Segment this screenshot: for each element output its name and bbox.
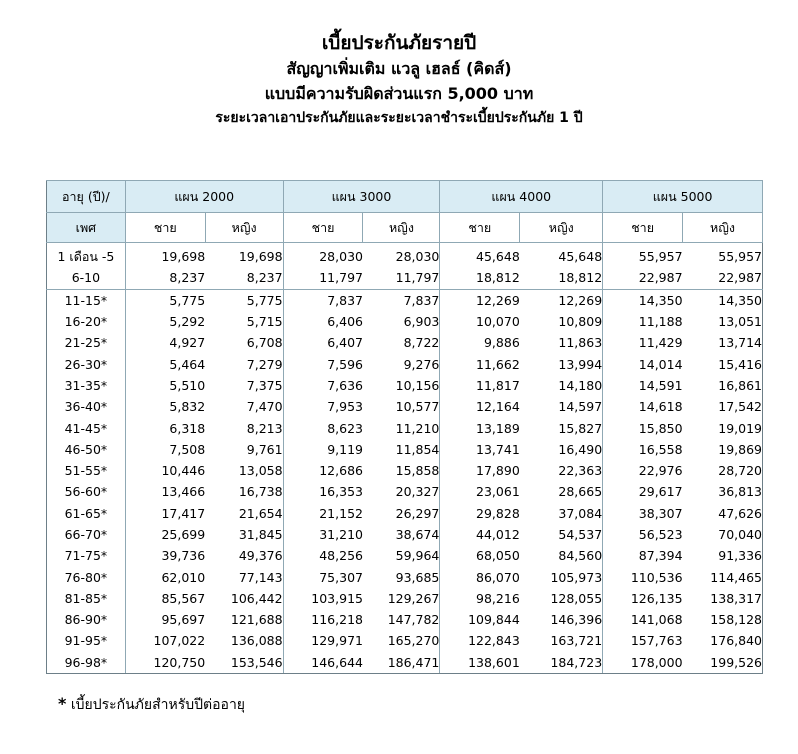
female-premium-cell: 11,797 [363, 267, 440, 289]
male-premium-cell: 12,164 [440, 396, 520, 417]
page-subtitle: สัญญาเพิ่มเติม แวลู เฮลธ์ (คิดส์) [286, 59, 512, 78]
female-header: หญิง [205, 213, 283, 243]
male-premium-cell: 16,353 [283, 481, 363, 502]
female-premium-cell: 128,055 [550, 590, 603, 606]
male-premium-cell: 14,618 [603, 396, 683, 417]
male-premium-cell: 29,828 [440, 503, 520, 524]
male-premium-cell: 12,269 [440, 289, 520, 311]
female-premium-cell: 91,336 [683, 545, 763, 566]
table-row [47, 243, 763, 268]
female-premium-cell: 147,782 [387, 612, 440, 628]
male-premium-cell: 103,915 [283, 588, 363, 609]
deductible-line: แบบมีความรับผิดส่วนแรก 5,000 บาท [264, 84, 534, 103]
footnote [58, 694, 245, 716]
female-premium-cell: 93,685 [395, 569, 440, 585]
female-premium-cell: 136,088 [230, 633, 283, 649]
male-premium-cell: 11,662 [440, 353, 520, 374]
male-premium-cell: 38,307 [603, 503, 683, 524]
female-premium-cell: 10,156 [395, 377, 440, 393]
female-premium-cell: 14,350 [683, 289, 763, 311]
female-premium-cell: 176,840 [683, 630, 763, 651]
female-premium-cell: 59,964 [395, 548, 440, 564]
male-premium-cell: 62,010 [125, 566, 205, 587]
table-row [47, 524, 763, 545]
age-cell: 21-25* [47, 332, 126, 353]
female-header: หญิง [520, 213, 603, 243]
male-premium-cell: 28,030 [283, 243, 363, 268]
age-cell: 71-75* [47, 545, 126, 566]
female-premium-cell: 163,721 [550, 633, 603, 649]
male-premium-cell: 19,698 [125, 243, 205, 268]
male-premium-cell: 141,068 [603, 609, 683, 630]
female-premium-cell: 38,674 [395, 527, 440, 542]
male-premium-cell: 86,070 [440, 566, 520, 587]
header-row-gender [47, 213, 763, 243]
male-premium-cell: 5,832 [125, 396, 205, 417]
female-premium-cell: 22,987 [683, 267, 763, 289]
female-premium-cell: 146,396 [550, 612, 603, 628]
male-premium-cell: 5,775 [125, 289, 205, 311]
female-premium-cell: 22,363 [558, 463, 603, 479]
female-premium-cell: 28,030 [395, 249, 440, 265]
male-premium-cell: 31,210 [283, 524, 363, 545]
male-premium-cell: 122,843 [440, 630, 520, 651]
male-premium-cell: 39,736 [125, 545, 205, 566]
male-premium-cell: 11,797 [283, 267, 363, 289]
female-premium-cell: 45,648 [558, 249, 603, 265]
male-premium-cell: 55,957 [603, 243, 683, 268]
age-cell: 11-15* [47, 289, 126, 311]
female-premium-cell: 19,698 [238, 249, 283, 265]
female-premium-cell: 11,863 [558, 335, 603, 351]
female-premium-cell: 158,128 [683, 609, 763, 630]
female-premium-cell: 19,869 [683, 439, 763, 460]
table-row [47, 267, 763, 289]
male-premium-cell: 10,070 [440, 311, 520, 332]
age-cell: 51-55* [47, 460, 126, 481]
age-cell: 31-35* [47, 375, 126, 396]
age-cell: 6-10 [47, 267, 126, 289]
female-premium-cell: 11,210 [395, 420, 440, 436]
male-premium-cell: 13,741 [440, 439, 520, 460]
male-premium-cell: 25,699 [125, 524, 205, 545]
female-premium-cell: 20,327 [395, 484, 440, 500]
plan-header: แผน 5000 [603, 181, 763, 213]
male-premium-cell: 14,350 [603, 289, 683, 311]
female-premium-cell: 184,723 [520, 652, 603, 674]
male-premium-cell: 22,987 [603, 267, 683, 289]
table-row [47, 375, 763, 396]
female-premium-cell: 7,279 [246, 356, 283, 372]
table-row [47, 417, 763, 438]
female-premium-cell: 8,237 [205, 267, 283, 289]
age-cell: 76-80* [47, 566, 126, 587]
age-cell: 61-65* [47, 503, 126, 524]
male-premium-cell: 126,135 [603, 588, 683, 609]
male-premium-cell: 116,218 [283, 609, 363, 630]
female-premium-cell: 138,317 [683, 588, 763, 609]
male-premium-cell: 5,464 [125, 353, 205, 374]
age-header-bottom: เพศ [47, 213, 126, 243]
male-premium-cell: 11,188 [603, 311, 683, 332]
female-premium-cell: 31,845 [238, 527, 283, 542]
male-premium-cell: 13,189 [440, 417, 520, 438]
coverage-period-line: ระยะเวลาเอาประกันภัยและระยะเวลาชำระเบี้ยประกันภัย 1 ปี [215, 110, 583, 126]
page-title: เบี้ยประกันภัยรายปี [321, 32, 477, 54]
female-premium-cell: 6,903 [403, 314, 440, 330]
premium-table [46, 180, 763, 674]
female-premium-cell: 7,470 [246, 399, 283, 415]
male-premium-cell: 7,596 [283, 353, 363, 374]
table-row [47, 652, 763, 674]
table-row [47, 609, 763, 630]
female-premium-cell: 77,143 [238, 569, 283, 585]
male-premium-cell: 75,307 [283, 566, 363, 587]
female-premium-cell: 13,994 [558, 356, 603, 372]
male-premium-cell: 6,407 [283, 332, 363, 353]
age-cell: 81-85* [47, 588, 126, 609]
age-cell: 46-50* [47, 439, 126, 460]
male-premium-cell: 17,890 [440, 460, 520, 481]
female-premium-cell: 16,738 [238, 484, 283, 500]
male-premium-cell: 5,292 [125, 311, 205, 332]
male-premium-cell: 95,697 [125, 609, 205, 630]
male-premium-cell: 22,976 [603, 460, 683, 481]
female-premium-cell: 129,267 [387, 590, 440, 606]
female-premium-cell: 8,722 [403, 335, 440, 351]
female-premium-cell: 16,490 [558, 441, 603, 457]
female-premium-cell: 28,665 [558, 484, 603, 500]
male-premium-cell: 14,014 [603, 353, 683, 374]
age-header-top: อายุ (ปี)/ [47, 181, 126, 213]
table-row [47, 332, 763, 353]
premium-table-body [47, 243, 763, 674]
female-premium-cell: 7,375 [246, 377, 283, 393]
male-premium-cell: 68,050 [440, 545, 520, 566]
table-row [47, 311, 763, 332]
female-premium-cell: 19,019 [683, 417, 763, 438]
male-premium-cell: 98,216 [440, 588, 520, 609]
female-premium-cell: 26,297 [395, 505, 440, 521]
female-premium-cell: 14,597 [558, 399, 603, 415]
female-premium-cell: 15,827 [558, 420, 603, 436]
male-premium-cell: 18,812 [440, 267, 520, 289]
table-row [47, 566, 763, 587]
plan-header: แผน 2000 [125, 181, 283, 213]
female-premium-cell: 21,654 [238, 505, 283, 521]
male-premium-cell: 120,750 [125, 652, 205, 674]
male-premium-cell: 12,686 [283, 460, 363, 481]
female-premium-cell: 13,714 [683, 332, 763, 353]
female-premium-cell: 105,973 [550, 569, 603, 585]
male-header: ชาย [603, 213, 683, 243]
female-premium-cell: 186,471 [363, 652, 440, 674]
female-premium-cell: 106,442 [230, 590, 283, 606]
male-premium-cell: 29,617 [603, 481, 683, 502]
male-premium-cell: 9,886 [440, 332, 520, 353]
male-premium-cell: 178,000 [603, 652, 683, 674]
female-premium-cell: 114,465 [683, 566, 763, 587]
female-premium-cell: 18,812 [520, 267, 603, 289]
table-row [47, 439, 763, 460]
male-premium-cell: 4,927 [125, 332, 205, 353]
table-row [47, 353, 763, 374]
female-premium-cell: 36,813 [683, 481, 763, 502]
footnote-text: เบี้ยประกันภัยสำหรับปีต่ออายุ [70, 697, 246, 713]
female-premium-cell: 9,276 [403, 356, 440, 372]
female-premium-cell: 8,213 [246, 420, 283, 436]
female-premium-cell: 7,837 [403, 292, 440, 308]
female-premium-cell: 153,546 [205, 652, 283, 674]
male-premium-cell: 5,510 [125, 375, 205, 396]
female-premium-cell: 121,688 [230, 612, 283, 628]
male-premium-cell: 8,623 [283, 417, 363, 438]
male-premium-cell: 7,837 [283, 289, 363, 311]
male-premium-cell: 56,523 [603, 524, 683, 545]
male-premium-cell: 11,817 [440, 375, 520, 396]
table-row [47, 481, 763, 502]
male-premium-cell: 21,152 [283, 503, 363, 524]
footnote-star: * [58, 694, 67, 713]
female-premium-cell: 55,957 [683, 243, 763, 268]
age-cell: 66-70* [47, 524, 126, 545]
male-premium-cell: 85,567 [125, 588, 205, 609]
female-premium-cell: 13,058 [238, 463, 283, 479]
male-premium-cell: 109,844 [440, 609, 520, 630]
female-premium-cell: 6,708 [246, 335, 283, 351]
male-premium-cell: 48,256 [283, 545, 363, 566]
male-premium-cell: 7,508 [125, 439, 205, 460]
female-premium-cell: 11,854 [395, 441, 440, 457]
male-premium-cell: 138,601 [440, 652, 520, 674]
age-cell: 56-60* [47, 481, 126, 502]
male-premium-cell: 146,644 [283, 652, 363, 674]
male-premium-cell: 6,406 [283, 311, 363, 332]
male-premium-cell: 110,536 [603, 566, 683, 587]
female-premium-cell: 5,715 [246, 314, 283, 330]
female-premium-cell: 5,775 [246, 292, 283, 308]
female-premium-cell: 70,040 [683, 524, 763, 545]
male-premium-cell: 16,558 [603, 439, 683, 460]
table-row [47, 588, 763, 609]
male-premium-cell: 23,061 [440, 481, 520, 502]
age-cell: 96-98* [47, 652, 126, 674]
male-premium-cell: 15,850 [603, 417, 683, 438]
female-premium-cell: 10,809 [558, 314, 603, 330]
female-header: หญิง [363, 213, 440, 243]
male-premium-cell: 17,417 [125, 503, 205, 524]
female-premium-cell: 165,270 [387, 633, 440, 649]
female-premium-cell: 47,626 [683, 503, 763, 524]
male-premium-cell: 13,466 [125, 481, 205, 502]
male-premium-cell: 87,394 [603, 545, 683, 566]
male-premium-cell: 7,636 [283, 375, 363, 396]
table-row [47, 503, 763, 524]
male-premium-cell: 14,591 [603, 375, 683, 396]
male-header: ชาย [283, 213, 363, 243]
female-premium-cell: 12,269 [558, 292, 603, 308]
female-premium-cell: 37,084 [558, 505, 603, 521]
male-premium-cell: 10,446 [125, 460, 205, 481]
male-premium-cell: 44,012 [440, 524, 520, 545]
female-premium-cell: 84,560 [558, 548, 603, 564]
female-premium-cell: 14,180 [558, 377, 603, 393]
header-row-plans [47, 181, 763, 213]
age-cell: 91-95* [47, 630, 126, 651]
male-premium-cell: 129,971 [283, 630, 363, 651]
plan-header: แผน 4000 [440, 181, 603, 213]
male-premium-cell: 9,119 [283, 439, 363, 460]
table-row [47, 630, 763, 651]
plan-header: แผน 3000 [283, 181, 440, 213]
female-premium-cell: 15,858 [395, 463, 440, 479]
age-cell: 26-30* [47, 353, 126, 374]
male-premium-cell: 107,022 [125, 630, 205, 651]
male-header: ชาย [440, 213, 520, 243]
female-premium-cell: 9,761 [246, 441, 283, 457]
age-cell: 86-90* [47, 609, 126, 630]
female-header: หญิง [683, 213, 763, 243]
male-premium-cell: 45,648 [440, 243, 520, 268]
age-cell: 16-20* [47, 311, 126, 332]
age-cell: 41-45* [47, 417, 126, 438]
age-cell: 1 เดือน -5 [47, 243, 126, 268]
female-premium-cell: 199,526 [683, 652, 763, 674]
female-premium-cell: 16,861 [683, 375, 763, 396]
male-premium-cell: 11,429 [603, 332, 683, 353]
female-premium-cell: 17,542 [683, 396, 763, 417]
table-row [47, 289, 763, 311]
female-premium-cell: 15,416 [683, 353, 763, 374]
male-premium-cell: 157,763 [603, 630, 683, 651]
table-row [47, 545, 763, 566]
title-block [0, 30, 798, 130]
female-premium-cell: 10,577 [395, 399, 440, 415]
table-row [47, 396, 763, 417]
age-cell: 36-40* [47, 396, 126, 417]
female-premium-cell: 54,537 [558, 527, 603, 542]
male-premium-cell: 8,237 [125, 267, 205, 289]
male-premium-cell: 6,318 [125, 417, 205, 438]
male-premium-cell: 7,953 [283, 396, 363, 417]
male-header: ชาย [125, 213, 205, 243]
female-premium-cell: 13,051 [683, 311, 763, 332]
female-premium-cell: 49,376 [238, 548, 283, 564]
female-premium-cell: 28,720 [683, 460, 763, 481]
table-row [47, 460, 763, 481]
